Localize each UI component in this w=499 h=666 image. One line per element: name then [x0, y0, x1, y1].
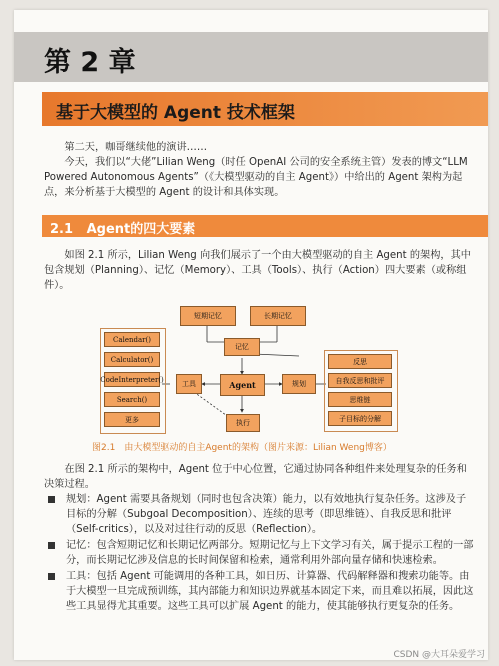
tool-search: Search() [104, 392, 160, 407]
tools-box: 工具 [176, 374, 202, 394]
bullet-list [44, 492, 474, 615]
intro-text [44, 140, 474, 200]
section-header [42, 215, 488, 237]
tool-calculator: Calculator() [104, 352, 160, 367]
chapter-header [14, 32, 488, 82]
arrow-planning-memory [254, 354, 299, 356]
planning-cot: 思维链 [328, 392, 392, 407]
bullet-marker [48, 573, 55, 580]
long-memory-box: 长期记忆 [250, 306, 306, 326]
watermark: CSDN @大耳朵爱学习 [393, 650, 485, 660]
book-page [14, 10, 488, 660]
section-number: 2.1 [50, 222, 74, 237]
paragraph-2: 在图 2.1 所示的架构中，Agent 位于中心位置，它通过协同各种组件来处理复杂的任务和决策过程。 [44, 464, 467, 490]
planning-self-critics: 自我反思和批评 [328, 373, 392, 388]
tool-more: 更多 [104, 412, 160, 427]
tool-codeinterpreter: CodeInterpreter() [104, 372, 160, 387]
bullet-text: 记忆：包含短期记忆和长期记忆两部分。短期记忆与上下文学习有关，属于提示工程的一部分，而长期记忆涉及信息的长时间保留和检索，通常利用外部向量存储和快速检索。 [66, 540, 474, 566]
section-title [50, 218, 195, 237]
bullet-text: 规划：Agent 需要具备规划（同时也包含决策）能力，以有效地执行复杂任务。这涉及子目标的分解（Subgoal Decomposition）、连续的思考（即思维链）、自我反思和批评（Self-critics），以及对过往行动的反思（Reflection）。 [66, 494, 467, 535]
chapter-title-banner [42, 92, 488, 126]
planning-box: 规划 [282, 374, 316, 394]
figure-caption: 图2.1 由大模型驱动的自主Agent的架构（图片来源：Lilian Weng博客） [92, 443, 392, 453]
bullet-text: 工具：包括 Agent 可能调用的各种工具，如日历、计算器、代码解释器和搜索功能等。由于大模型一旦完成预训练，其内部能力和知识边界就基本固定下来，而且难以拓展，因此这些工具显得尤其重要。这些工具可以扩展 Agent 的能力，使其能够执行更复杂的任务。 [66, 571, 474, 612]
action-box: 执行 [226, 414, 260, 432]
planning-subgoal: 子目标的分解 [328, 411, 392, 426]
bullet-tools [44, 569, 474, 614]
tool-calendar: Calendar() [104, 332, 160, 347]
paragraph-1: 如图 2.1 所示，Lilian Weng 向我们展示了一个由大模型驱动的自主 Agent 的架构，其中包含规划（Planning）、记忆（Memory）、工具（Tools）、执行（Action）四大要素（或称组件）。 [44, 250, 471, 291]
memory-box: 记忆 [224, 338, 260, 356]
chapter-number: 第 2 章 [44, 47, 136, 78]
intro-line-2: 今天，我们以“大佬”Lilian Weng（时任 OpenAI 公司的安全系统主管）发表的博文“LLM Powered Autonomous Agents”（《大模型驱动的自主 Agent》）中给出的 Agent 架构为起点，来分析基于大模型的 Agent 的设计和具体实现。 [44, 157, 468, 198]
short-memory-box: 短期记忆 [180, 306, 236, 326]
chapter-title: 基于大模型的 Agent 技术框架 [56, 103, 295, 123]
bullet-planning [44, 492, 474, 537]
bullet-marker [48, 496, 55, 503]
bullet-memory [44, 538, 474, 568]
section-name: Agent的四大要素 [86, 222, 196, 237]
agent-architecture-diagram [102, 296, 412, 436]
agent-box: Agent [220, 374, 265, 396]
bullet-marker [48, 542, 55, 549]
intro-line-1: 第二天，咖哥继续他的演讲…… [64, 142, 208, 153]
planning-reflection: 反思 [328, 354, 392, 369]
